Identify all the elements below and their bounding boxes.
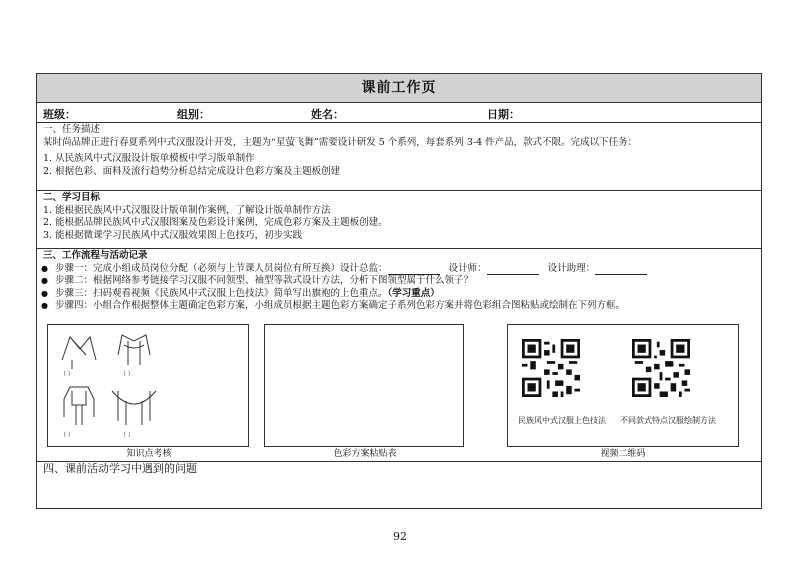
answer-paren-4[interactable]: （ ） <box>120 432 134 439</box>
qr-code-box <box>507 324 739 447</box>
name-label: 姓名： <box>311 108 344 121</box>
stand-collar-sketch <box>118 335 150 365</box>
task-heading: 一、任务描述 <box>43 124 101 135</box>
problems-section[interactable] <box>37 462 761 509</box>
goals-section <box>37 191 761 249</box>
knowledge-check-box <box>47 324 249 447</box>
cross-collar-sketch <box>62 337 96 369</box>
info-row <box>37 103 761 123</box>
qr-code-1-label: 民族风中式汉服上色技法 <box>518 416 606 425</box>
collar-sketches <box>48 325 248 446</box>
step-4: ● 步骤四：小组合作根据整体主题确定色彩方案，小组成员根据主题色彩方案确定子系列色彩方案并将色彩组合图粘贴或绘制在下列方框。 <box>43 300 755 313</box>
qr-code-2-label: 不同款式特点汉服绘制方法 <box>620 416 716 425</box>
assistant-label: 设计助理： <box>547 262 596 274</box>
problems-heading: 四、课前活动学习中遇到的问题 <box>43 462 197 475</box>
group-label: 组别： <box>177 108 210 121</box>
round-collar-sketch <box>112 391 156 425</box>
goal-item-3: 3. 能根据微课学习民族风中式汉服效果图上色技巧，初步实践 <box>43 229 303 241</box>
goals-heading: 二、学习目标 <box>43 192 101 203</box>
date-label: 日期： <box>487 108 520 121</box>
process-heading: 三、工作流程与活动记录 <box>43 250 148 261</box>
task-item-1: 1. 从民族风中式汉服设计版单模板中学习版单制作 <box>43 153 255 164</box>
qr-code-2-icon[interactable] <box>632 339 690 397</box>
step-1-text: 步骤一：完成小组成员岗位分配（必须与上节课人员岗位有所互换）设计总监： <box>55 262 388 274</box>
class-label: 班级： <box>43 108 76 121</box>
task-item-2: 2. 根据色彩、面料及流行趋势分析总结完成设计色彩方案及主题板创建 <box>43 165 341 177</box>
goal-item-2: 2. 能根据品牌民族风中式汉服图案及色彩设计案例，完成色彩方案及主题板创建。 <box>43 217 388 228</box>
color-scheme-box[interactable] <box>264 324 464 447</box>
color-scheme-caption: 色彩方案粘贴表 <box>333 449 397 459</box>
worksheet <box>36 73 762 509</box>
answer-paren-1[interactable]: （ ） <box>60 371 74 378</box>
director-blank[interactable] <box>388 265 440 275</box>
step-3 <box>43 288 755 301</box>
answer-paren-2[interactable]: （ ） <box>120 371 134 378</box>
worksheet-title: 课前工作页 <box>37 74 761 103</box>
step-2: ● 步骤二：根据网络参考链接学习汉服不同领型、袖型等款式设计方法，分析下图领型属于什么领子？ <box>43 275 755 288</box>
step-3-text: 步骤三：扫码观看视频《民族风中式汉服上色技法》简单写出旗袍的上色重点。 <box>55 287 388 299</box>
answer-paren-3[interactable]: （ ） <box>60 432 74 439</box>
designer-blank[interactable] <box>487 265 539 275</box>
page-number: 92 <box>393 530 407 543</box>
qr-code-caption: 视频二维码 <box>600 449 646 459</box>
task-section <box>37 123 761 191</box>
square-collar-sketch <box>64 387 94 425</box>
assistant-blank[interactable] <box>595 265 647 275</box>
step-1 <box>43 263 755 276</box>
process-section <box>37 249 761 462</box>
task-intro: 某时尚品牌正进行春夏系列中式汉服设计开发，主题为“星萤飞舞”需要设计研发 5 个系列，每套系列 3-4 件产品，款式不限。完成以下任务： <box>43 136 638 148</box>
designer-label: 设计师： <box>448 262 487 274</box>
step-3-emphasis: （学习重点） <box>387 287 440 299</box>
goal-item-1: 1. 能根据民族风中式汉服设计版单制作案例，了解设计版单制作方法 <box>43 204 331 216</box>
qr-code-1-icon[interactable] <box>522 339 580 397</box>
knowledge-check-caption: 知识点考核 <box>126 449 172 459</box>
